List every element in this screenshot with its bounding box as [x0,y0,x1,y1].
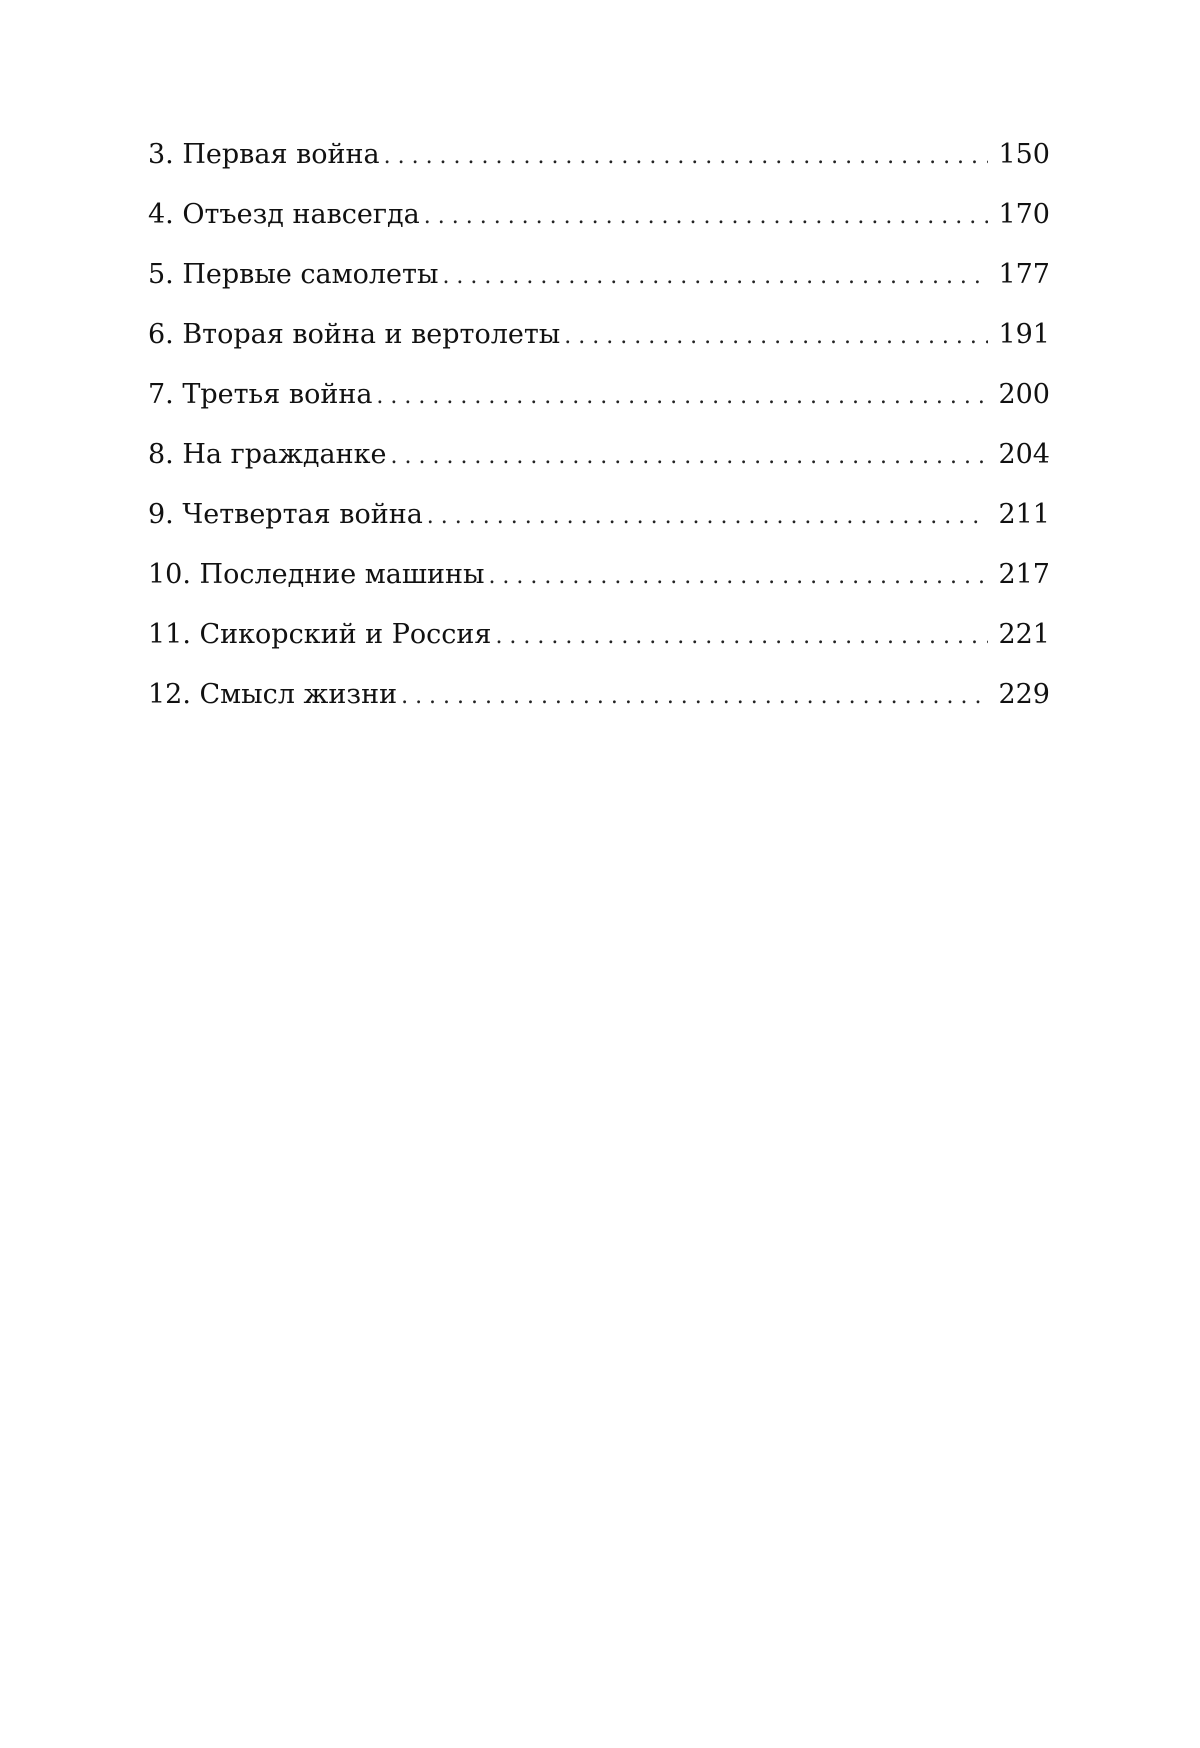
toc-entry-page: 211 [998,499,1050,530]
table-of-contents [148,138,1050,738]
dot-leader [376,380,988,414]
toc-entry-title: 8. На гражданке [148,439,387,470]
toc-entry-page: 150 [998,139,1050,170]
dot-leader [391,440,988,474]
toc-entry-title: 9. Четвертая война [148,499,423,530]
toc-entry [148,678,1050,738]
toc-entry-title: 6. Вторая война и вертолеты [148,319,561,350]
dot-leader [401,680,988,714]
dot-leader [442,260,988,294]
toc-entry-title: 4. Отъезд навсегда [148,199,420,230]
toc-entry [148,618,1050,678]
toc-entry-title: 5. Первые самолеты [148,259,439,290]
toc-entry-page: 177 [998,259,1050,290]
toc-entry [148,138,1050,198]
toc-entry-page: 200 [998,379,1050,410]
toc-entry-title: 12. Смысл жизни [148,679,398,710]
dot-leader [424,200,988,234]
dot-leader [427,500,988,534]
toc-entry-page: 204 [998,439,1050,470]
toc-entry-title: 3. Первая война [148,139,380,170]
toc-entry-title: 7. Третья война [148,379,373,410]
toc-entry-page: 191 [998,319,1050,350]
toc-entry-page: 221 [998,619,1050,650]
toc-entry-title: 10. Последние машины [148,559,485,590]
dot-leader [564,320,988,354]
toc-entry [148,378,1050,438]
toc-entry-title: 11. Сикорский и Россия [148,619,492,650]
toc-entry [148,318,1050,378]
toc-entry [148,258,1050,318]
toc-entry [148,498,1050,558]
dot-leader [488,560,988,594]
dot-leader [495,620,988,654]
toc-entry-page: 170 [998,199,1050,230]
toc-entry [148,198,1050,258]
toc-entry-page: 217 [998,559,1050,590]
toc-entry-page: 229 [998,679,1050,710]
toc-entry [148,558,1050,618]
dot-leader [384,140,988,174]
toc-entry [148,438,1050,498]
